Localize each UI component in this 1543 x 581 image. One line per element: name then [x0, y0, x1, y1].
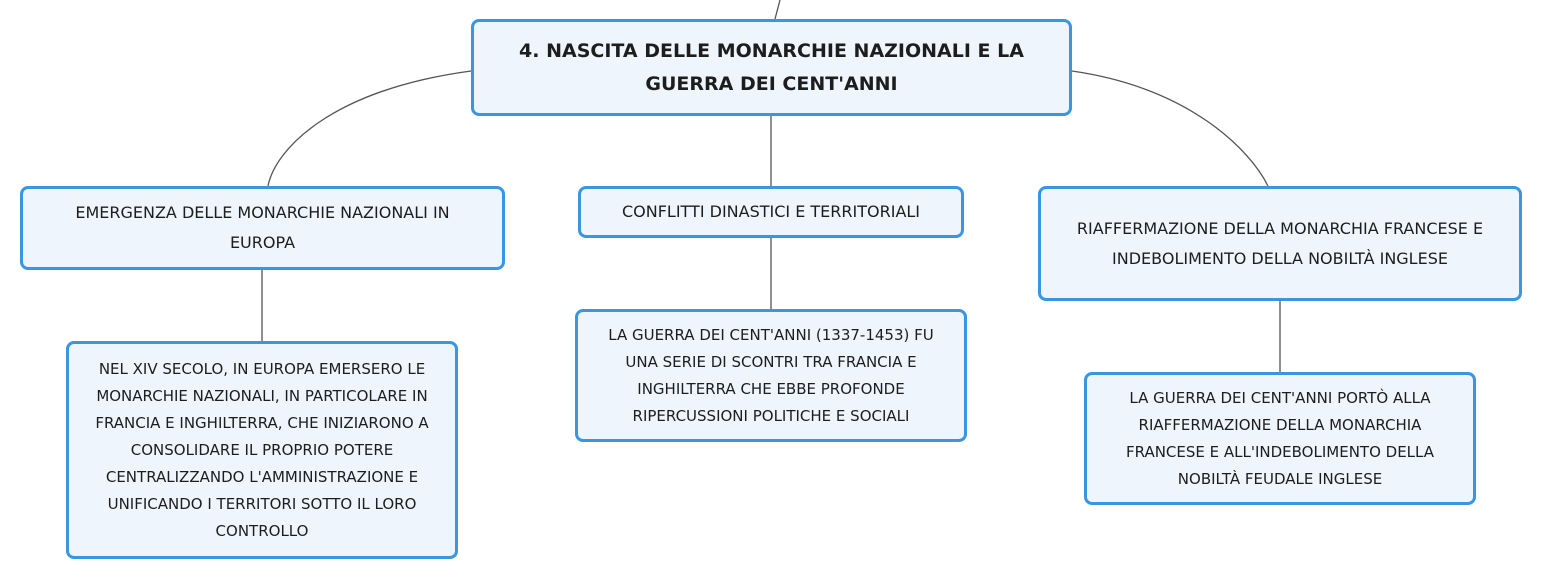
branch-node-riaffermazione[interactable]	[1038, 186, 1522, 301]
detail-text: LA GUERRA DEI CENT'ANNI PORTÒ ALLA RIAFFERMAZIONE DELLA MONARCHIA FRANCESE E ALL'INDEBOLIMENTO DELLA NOBILTÀ FEUDALE INGLESE	[1126, 388, 1434, 488]
central-topic-title: 4. NASCITA DELLE MONARCHIE NAZIONALI E LA GUERRA DEI CENT'ANNI	[519, 39, 1024, 95]
detail-node-conflitti[interactable]	[575, 309, 967, 442]
detail-node-riaffermazione[interactable]	[1084, 372, 1476, 505]
detail-text: LA GUERRA DEI CENT'ANNI (1337-1453) FU UNA SERIE DI SCONTRI TRA FRANCIA E INGHILTERRA CHE EBBE PROFONDE RIPERCUSSIONI POLITICHE E SOCIALI	[608, 325, 934, 425]
branch-label: EMERGENZA DELLE MONARCHIE NAZIONALI IN EUROPA	[75, 203, 450, 252]
connector-root-to-branch-3	[1072, 71, 1268, 186]
connector-root-to-branch-1	[268, 71, 471, 186]
detail-text: NEL XIV SECOLO, IN EUROPA EMERSERO LE MONARCHIE NAZIONALI, IN PARTICOLARE IN FRANCIA E INGHILTERRA, CHE INIZIARONO A CONSOLIDARE IL PROPRIO POTERE CENTRALIZZANDO L'AMMINISTRAZIONE E UNIFICANDO I TERRITORI SOTTO IL LORO CONTROLLO	[95, 359, 429, 540]
detail-node-emergenza[interactable]	[66, 341, 458, 559]
branch-node-emergenza[interactable]	[20, 186, 505, 270]
central-topic-node[interactable]	[471, 19, 1072, 116]
branch-label: CONFLITTI DINASTICI E TERRITORIALI	[621, 202, 921, 221]
branch-label: RIAFFERMAZIONE DELLA MONARCHIA FRANCESE E INDEBOLIMENTO DELLA NOBILTÀ INGLESE	[1076, 218, 1484, 268]
branch-node-conflitti[interactable]	[578, 186, 964, 238]
connector-parent-to-root	[775, 0, 780, 19]
